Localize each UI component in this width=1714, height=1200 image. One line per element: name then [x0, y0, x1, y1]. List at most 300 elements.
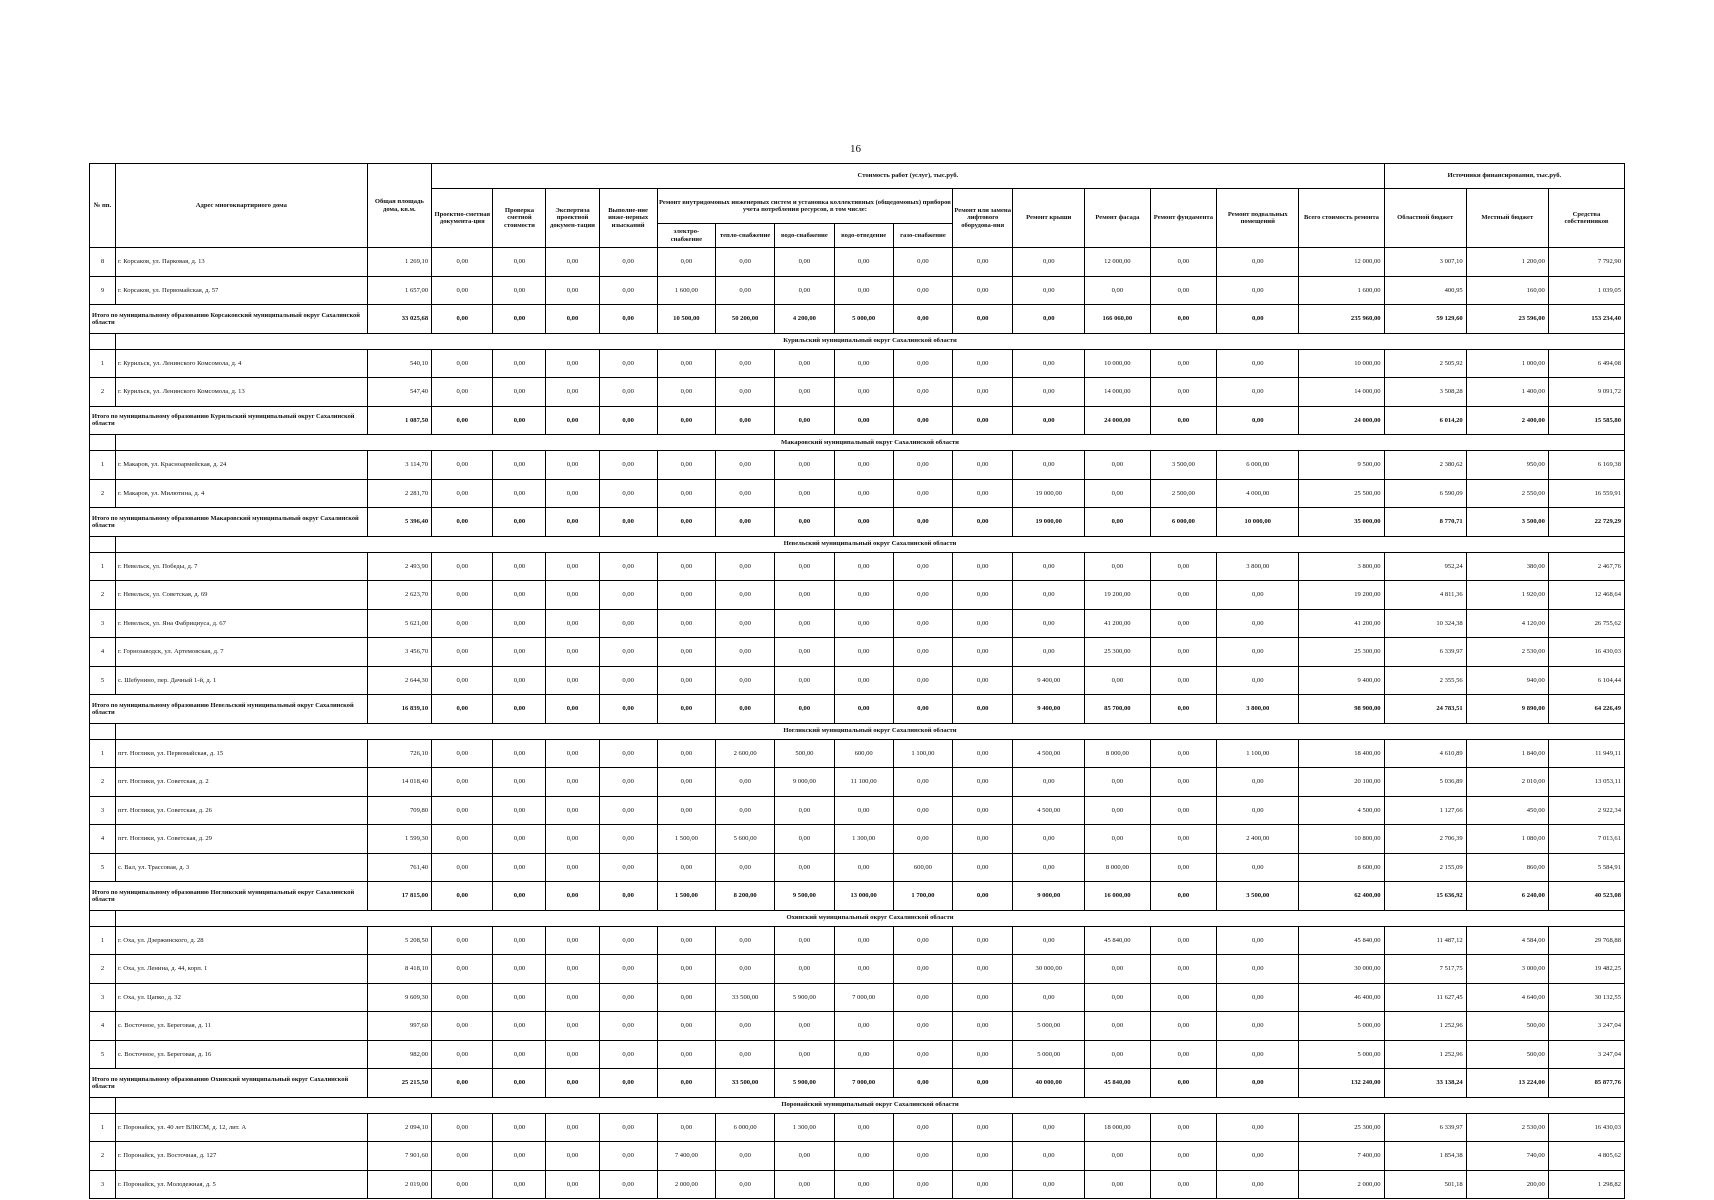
value-cell: 1 840,00	[1466, 739, 1548, 768]
value-cell: 2 500,00	[1150, 479, 1217, 508]
value-cell: 3 500,00	[1150, 451, 1217, 480]
value-cell: 132 240,00	[1299, 1069, 1384, 1098]
value-cell: 0,00	[953, 609, 1013, 638]
value-cell: 0,00	[657, 349, 715, 378]
value-cell: 0,00	[546, 581, 599, 610]
value-cell: 0,00	[715, 638, 774, 667]
value-cell: 8 000,00	[1085, 853, 1151, 882]
header-elevator: Ремонт или замена лифтового оборудова-ния	[953, 189, 1013, 248]
value-cell: 0,00	[1013, 305, 1085, 334]
value-cell: 5 600,00	[715, 825, 774, 854]
total-label: Итого по муниципальному образованию Макаровский муниципальный округ Сахалинской области	[90, 508, 368, 537]
value-cell: 2 010,00	[1466, 768, 1548, 797]
value-cell: 33 500,00	[715, 983, 774, 1012]
value-cell: 25 500,00	[1299, 479, 1384, 508]
address-cell: пгт. Ноглики, ул. Советская, д. 2	[115, 768, 367, 797]
value-cell: 0,00	[1150, 695, 1217, 724]
value-cell: 0,00	[953, 451, 1013, 480]
value-cell: 1 854,38	[1384, 1142, 1466, 1171]
row-number: 5	[90, 853, 116, 882]
value-cell: 0,00	[657, 1069, 715, 1098]
value-cell: 0,00	[953, 695, 1013, 724]
value-cell: 0,00	[493, 552, 546, 581]
value-cell: 1 600,00	[1299, 276, 1384, 305]
value-cell: 0,00	[1085, 666, 1151, 695]
value-cell: 0,00	[432, 1142, 493, 1171]
value-cell: 0,00	[493, 825, 546, 854]
value-cell: 0,00	[1150, 882, 1217, 911]
value-cell: 0,00	[715, 349, 774, 378]
value-cell: 0,00	[493, 926, 546, 955]
value-cell: 0,00	[546, 609, 599, 638]
value-cell: 0,00	[432, 581, 493, 610]
value-cell: 0,00	[657, 955, 715, 984]
value-cell: 950,00	[1466, 451, 1548, 480]
value-cell: 0,00	[432, 609, 493, 638]
value-cell: 709,80	[367, 796, 431, 825]
value-cell: 85 700,00	[1085, 695, 1151, 724]
value-cell: 0,00	[953, 1012, 1013, 1041]
total-label: Итого по муниципальному образованию Курильский муниципальный округ Сахалинской области	[90, 406, 368, 435]
value-cell: 19 000,00	[1013, 508, 1085, 537]
value-cell: 0,00	[432, 378, 493, 407]
value-cell: 740,00	[1466, 1142, 1548, 1171]
value-cell: 0,00	[546, 1040, 599, 1069]
value-cell: 0,00	[953, 305, 1013, 334]
value-cell: 1 200,00	[1466, 248, 1548, 277]
value-cell: 10 800,00	[1299, 825, 1384, 854]
value-cell: 19 200,00	[1085, 581, 1151, 610]
value-cell: 2 094,10	[367, 1113, 431, 1142]
value-cell: 0,00	[893, 349, 952, 378]
value-cell: 0,00	[1150, 796, 1217, 825]
value-cell: 1 080,00	[1466, 825, 1548, 854]
value-cell: 6 339,97	[1384, 1113, 1466, 1142]
value-cell: 0,00	[715, 581, 774, 610]
address-cell: г. Макаров, ул. Милютина, д. 4	[115, 479, 367, 508]
value-cell: 2 505,92	[1384, 349, 1466, 378]
value-cell: 0,00	[1150, 853, 1217, 882]
table-row	[90, 581, 1625, 610]
value-cell: 2 600,00	[715, 739, 774, 768]
value-cell: 0,00	[546, 508, 599, 537]
value-cell: 35 000,00	[1299, 508, 1384, 537]
value-cell: 0,00	[432, 406, 493, 435]
row-number: 4	[90, 638, 116, 667]
value-cell: 9 890,00	[1466, 695, 1548, 724]
value-cell: 0,00	[715, 508, 774, 537]
header-utilities-group: Ремонт внутридомовых инженерных систем и установка коллективных (общедомовых) приборов учета потребления ресурсов, в том числе:	[657, 189, 952, 224]
section-title: Курильский муниципальный округ Сахалинской области	[115, 333, 1624, 349]
value-cell: 0,00	[493, 638, 546, 667]
value-cell: 1 300,00	[834, 825, 893, 854]
value-cell: 24 000,00	[1299, 406, 1384, 435]
value-cell: 18 000,00	[1085, 1113, 1151, 1142]
value-cell: 0,00	[1217, 926, 1299, 955]
value-cell: 0,00	[893, 1170, 952, 1199]
section-spacer-cell	[90, 723, 116, 739]
value-cell: 0,00	[775, 796, 834, 825]
value-cell: 0,00	[893, 451, 952, 480]
value-cell: 0,00	[1013, 1142, 1085, 1171]
value-cell: 1 700,00	[893, 882, 952, 911]
table-row	[90, 1012, 1625, 1041]
value-cell: 0,00	[657, 666, 715, 695]
address-cell: г. Оха, ул. Цапко, д. 32	[115, 983, 367, 1012]
value-cell: 0,00	[599, 552, 657, 581]
value-cell: 0,00	[599, 1040, 657, 1069]
section-row	[90, 910, 1625, 926]
value-cell: 0,00	[1013, 248, 1085, 277]
value-cell: 1 127,66	[1384, 796, 1466, 825]
value-cell: 0,00	[1217, 581, 1299, 610]
value-cell: 7 000,00	[834, 1069, 893, 1098]
value-cell: 0,00	[775, 349, 834, 378]
value-cell: 0,00	[599, 451, 657, 480]
value-cell: 0,00	[493, 796, 546, 825]
value-cell: 0,00	[775, 552, 834, 581]
value-cell: 0,00	[546, 1069, 599, 1098]
value-cell: 2 623,70	[367, 581, 431, 610]
value-cell: 0,00	[432, 768, 493, 797]
value-cell: 0,00	[1013, 1113, 1085, 1142]
value-cell: 0,00	[1217, 955, 1299, 984]
value-cell: 0,00	[953, 1069, 1013, 1098]
value-cell: 4 200,00	[775, 305, 834, 334]
value-cell: 0,00	[1217, 666, 1299, 695]
value-cell: 0,00	[953, 1040, 1013, 1069]
value-cell: 0,00	[715, 378, 774, 407]
address-cell: г. Корсаков, ул. Первомайская, д. 57	[115, 276, 367, 305]
address-cell: г. Оха, ул. Дзержинского, д. 28	[115, 926, 367, 955]
table-row	[90, 349, 1625, 378]
value-cell: 2 155,09	[1384, 853, 1466, 882]
value-cell: 0,00	[953, 1170, 1013, 1199]
value-cell: 0,00	[1217, 768, 1299, 797]
value-cell: 5 396,40	[367, 508, 431, 537]
table-row	[90, 666, 1625, 695]
value-cell: 761,40	[367, 853, 431, 882]
value-cell: 997,60	[367, 1012, 431, 1041]
value-cell: 0,00	[493, 305, 546, 334]
value-cell: 0,00	[493, 695, 546, 724]
value-cell: 0,00	[715, 451, 774, 480]
value-cell: 11 100,00	[834, 768, 893, 797]
value-cell: 0,00	[1217, 378, 1299, 407]
value-cell: 5 900,00	[775, 983, 834, 1012]
value-cell: 0,00	[1150, 638, 1217, 667]
value-cell: 6 000,00	[715, 1113, 774, 1142]
value-cell: 0,00	[834, 1040, 893, 1069]
value-cell: 0,00	[657, 796, 715, 825]
header-drain: водо-отведение	[834, 224, 893, 248]
value-cell: 8 770,71	[1384, 508, 1466, 537]
value-cell: 0,00	[715, 609, 774, 638]
value-cell: 0,00	[834, 451, 893, 480]
value-cell: 41 200,00	[1299, 609, 1384, 638]
value-cell: 0,00	[1150, 609, 1217, 638]
row-number: 1	[90, 552, 116, 581]
value-cell: 726,10	[367, 739, 431, 768]
value-cell: 8 418,10	[367, 955, 431, 984]
value-cell: 0,00	[493, 451, 546, 480]
value-cell: 30 000,00	[1013, 955, 1085, 984]
table-row	[90, 609, 1625, 638]
value-cell: 22 729,29	[1548, 508, 1624, 537]
table-row	[90, 1040, 1625, 1069]
value-cell: 0,00	[1150, 739, 1217, 768]
value-cell: 0,00	[599, 926, 657, 955]
value-cell: 540,10	[367, 349, 431, 378]
value-cell: 0,00	[715, 276, 774, 305]
table-row	[90, 739, 1625, 768]
value-cell: 0,00	[893, 955, 952, 984]
value-cell: 20 100,00	[1299, 768, 1384, 797]
value-cell: 0,00	[599, 248, 657, 277]
value-cell: 0,00	[1013, 768, 1085, 797]
value-cell: 1 657,00	[367, 276, 431, 305]
table-row	[90, 378, 1625, 407]
value-cell: 18 400,00	[1299, 739, 1384, 768]
value-cell: 2 493,90	[367, 552, 431, 581]
value-cell: 0,00	[1085, 768, 1151, 797]
value-cell: 0,00	[953, 508, 1013, 537]
value-cell: 0,00	[775, 276, 834, 305]
value-cell: 0,00	[953, 276, 1013, 305]
value-cell: 13 224,00	[1466, 1069, 1548, 1098]
value-cell: 9 400,00	[1013, 666, 1085, 695]
header-regional-budget: Областной бюджет	[1384, 189, 1466, 248]
value-cell: 0,00	[893, 768, 952, 797]
value-cell: 29 768,88	[1548, 926, 1624, 955]
value-cell: 8 200,00	[715, 882, 774, 911]
value-cell: 0,00	[657, 378, 715, 407]
section-spacer-cell	[90, 333, 116, 349]
value-cell: 5 900,00	[775, 1069, 834, 1098]
row-number: 5	[90, 666, 116, 695]
header-electric: электро-снабжение	[657, 224, 715, 248]
value-cell: 0,00	[953, 825, 1013, 854]
value-cell: 40 000,00	[1013, 1069, 1085, 1098]
value-cell: 0,00	[657, 853, 715, 882]
value-cell: 0,00	[432, 552, 493, 581]
row-number: 8	[90, 248, 116, 277]
header-basement: Ремонт подвальных помещений	[1217, 189, 1299, 248]
value-cell: 0,00	[493, 1170, 546, 1199]
value-cell: 0,00	[546, 406, 599, 435]
value-cell: 4 811,36	[1384, 581, 1466, 610]
value-cell: 0,00	[893, 406, 952, 435]
address-cell: с. Восточное, ул. Береговая, д. 11	[115, 1012, 367, 1041]
value-cell: 23 596,00	[1466, 305, 1548, 334]
value-cell: 0,00	[893, 1040, 952, 1069]
value-cell: 0,00	[546, 1012, 599, 1041]
value-cell: 0,00	[493, 508, 546, 537]
value-cell: 0,00	[657, 983, 715, 1012]
value-cell: 0,00	[599, 305, 657, 334]
value-cell: 12 468,64	[1548, 581, 1624, 610]
total-row	[90, 1069, 1625, 1098]
value-cell: 0,00	[953, 581, 1013, 610]
value-cell: 0,00	[775, 248, 834, 277]
section-spacer-cell	[90, 536, 116, 552]
value-cell: 0,00	[599, 768, 657, 797]
value-cell: 0,00	[775, 955, 834, 984]
value-cell: 0,00	[1150, 406, 1217, 435]
value-cell: 0,00	[775, 479, 834, 508]
value-cell: 0,00	[599, 479, 657, 508]
value-cell: 5 000,00	[1013, 1040, 1085, 1069]
value-cell: 0,00	[834, 1142, 893, 1171]
section-row	[90, 1097, 1625, 1113]
value-cell: 4 610,89	[1384, 739, 1466, 768]
value-cell: 2 019,00	[367, 1170, 431, 1199]
value-cell: 45 840,00	[1299, 926, 1384, 955]
value-cell: 0,00	[546, 305, 599, 334]
address-cell: г. Невельск, ул. Советская, д. 69	[115, 581, 367, 610]
table-row	[90, 853, 1625, 882]
value-cell: 14 000,00	[1085, 378, 1151, 407]
value-cell: 2 000,00	[1299, 1170, 1384, 1199]
value-cell: 0,00	[834, 638, 893, 667]
value-cell: 10 000,00	[1085, 349, 1151, 378]
value-cell: 0,00	[432, 666, 493, 695]
value-cell: 4 500,00	[1013, 796, 1085, 825]
value-cell: 15 585,80	[1548, 406, 1624, 435]
value-cell: 0,00	[599, 825, 657, 854]
value-cell: 0,00	[715, 406, 774, 435]
value-cell: 0,00	[953, 1142, 1013, 1171]
value-cell: 0,00	[599, 1069, 657, 1098]
value-cell: 1 600,00	[657, 276, 715, 305]
value-cell: 500,00	[1466, 1040, 1548, 1069]
value-cell: 0,00	[432, 1170, 493, 1199]
value-cell: 3 508,28	[1384, 378, 1466, 407]
value-cell: 7 000,00	[834, 983, 893, 1012]
value-cell: 1 000,00	[1466, 349, 1548, 378]
value-cell: 0,00	[546, 276, 599, 305]
value-cell: 0,00	[493, 983, 546, 1012]
total-label: Итого по муниципальному образованию Охинский муниципальный округ Сахалинской области	[90, 1069, 368, 1098]
value-cell: 0,00	[834, 479, 893, 508]
value-cell: 2 530,00	[1466, 638, 1548, 667]
value-cell: 41 200,00	[1085, 609, 1151, 638]
total-row	[90, 695, 1625, 724]
value-cell: 0,00	[546, 552, 599, 581]
value-cell: 0,00	[1013, 638, 1085, 667]
value-cell: 0,00	[599, 349, 657, 378]
value-cell: 0,00	[657, 581, 715, 610]
value-cell: 600,00	[834, 739, 893, 768]
value-cell: 2 550,00	[1466, 479, 1548, 508]
value-cell: 0,00	[1013, 406, 1085, 435]
value-cell: 0,00	[1085, 479, 1151, 508]
section-title: Поронайский муниципальный округ Сахалинской области	[115, 1097, 1624, 1113]
value-cell: 0,00	[1150, 955, 1217, 984]
value-cell: 5 000,00	[834, 305, 893, 334]
value-cell: 0,00	[432, 349, 493, 378]
value-cell: 0,00	[657, 1040, 715, 1069]
value-cell: 0,00	[1217, 248, 1299, 277]
table-row	[90, 1113, 1625, 1142]
value-cell: 6 000,00	[1150, 508, 1217, 537]
value-cell: 50 200,00	[715, 305, 774, 334]
value-cell: 0,00	[953, 926, 1013, 955]
value-cell: 0,00	[493, 1012, 546, 1041]
repair-program-table-sheet	[89, 163, 1625, 1199]
table-row	[90, 926, 1625, 955]
value-cell: 0,00	[775, 1040, 834, 1069]
address-cell: г. Невельск, ул. Яна Фабрициуса, д. 67	[115, 609, 367, 638]
header-cost-group: Стоимость работ (услуг), тыс.руб.	[432, 164, 1384, 189]
row-number: 2	[90, 1142, 116, 1171]
value-cell: 860,00	[1466, 853, 1548, 882]
value-cell: 0,00	[893, 609, 952, 638]
header-design-docs: Проектно-сметная документа-ция	[432, 189, 493, 248]
value-cell: 0,00	[1013, 349, 1085, 378]
value-cell: 0,00	[715, 695, 774, 724]
value-cell: 3 500,00	[1217, 882, 1299, 911]
value-cell: 0,00	[657, 1113, 715, 1142]
table-row	[90, 796, 1625, 825]
value-cell: 0,00	[432, 1012, 493, 1041]
value-cell: 1 252,96	[1384, 1012, 1466, 1041]
value-cell: 0,00	[775, 1012, 834, 1041]
value-cell: 0,00	[432, 926, 493, 955]
value-cell: 0,00	[953, 378, 1013, 407]
value-cell: 0,00	[834, 955, 893, 984]
header-expertise: Экспертиза проектной докумен-тации	[546, 189, 599, 248]
value-cell: 10 324,38	[1384, 609, 1466, 638]
value-cell: 0,00	[1150, 581, 1217, 610]
value-cell: 6 000,00	[1217, 451, 1299, 480]
value-cell: 0,00	[493, 349, 546, 378]
value-cell: 5 208,50	[367, 926, 431, 955]
row-number: 3	[90, 1170, 116, 1199]
value-cell: 0,00	[715, 1170, 774, 1199]
value-cell: 59 129,60	[1384, 305, 1466, 334]
value-cell: 26 755,62	[1548, 609, 1624, 638]
value-cell: 0,00	[493, 479, 546, 508]
value-cell: 6 590,09	[1384, 479, 1466, 508]
value-cell: 62 400,00	[1299, 882, 1384, 911]
value-cell: 11 627,45	[1384, 983, 1466, 1012]
value-cell: 0,00	[493, 1069, 546, 1098]
value-cell: 0,00	[1217, 638, 1299, 667]
value-cell: 0,00	[1150, 1012, 1217, 1041]
value-cell: 1 269,10	[367, 248, 431, 277]
value-cell: 0,00	[1217, 1012, 1299, 1041]
header-no: № пп.	[90, 164, 116, 248]
value-cell: 0,00	[775, 695, 834, 724]
value-cell: 0,00	[657, 609, 715, 638]
value-cell: 0,00	[546, 983, 599, 1012]
value-cell: 0,00	[1013, 609, 1085, 638]
value-cell: 2 706,39	[1384, 825, 1466, 854]
value-cell: 0,00	[893, 983, 952, 1012]
value-cell: 6 240,00	[1466, 882, 1548, 911]
value-cell: 0,00	[432, 451, 493, 480]
value-cell: 0,00	[657, 406, 715, 435]
value-cell: 1 400,00	[1466, 378, 1548, 407]
value-cell: 0,00	[546, 349, 599, 378]
value-cell: 1 599,30	[367, 825, 431, 854]
address-cell: г. Макаров, ул. Красноармейская, д. 24	[115, 451, 367, 480]
value-cell: 5 000,00	[1013, 1012, 1085, 1041]
row-number: 5	[90, 1040, 116, 1069]
address-cell: г. Корсаков, ул. Парковая, д. 13	[115, 248, 367, 277]
value-cell: 0,00	[1013, 581, 1085, 610]
